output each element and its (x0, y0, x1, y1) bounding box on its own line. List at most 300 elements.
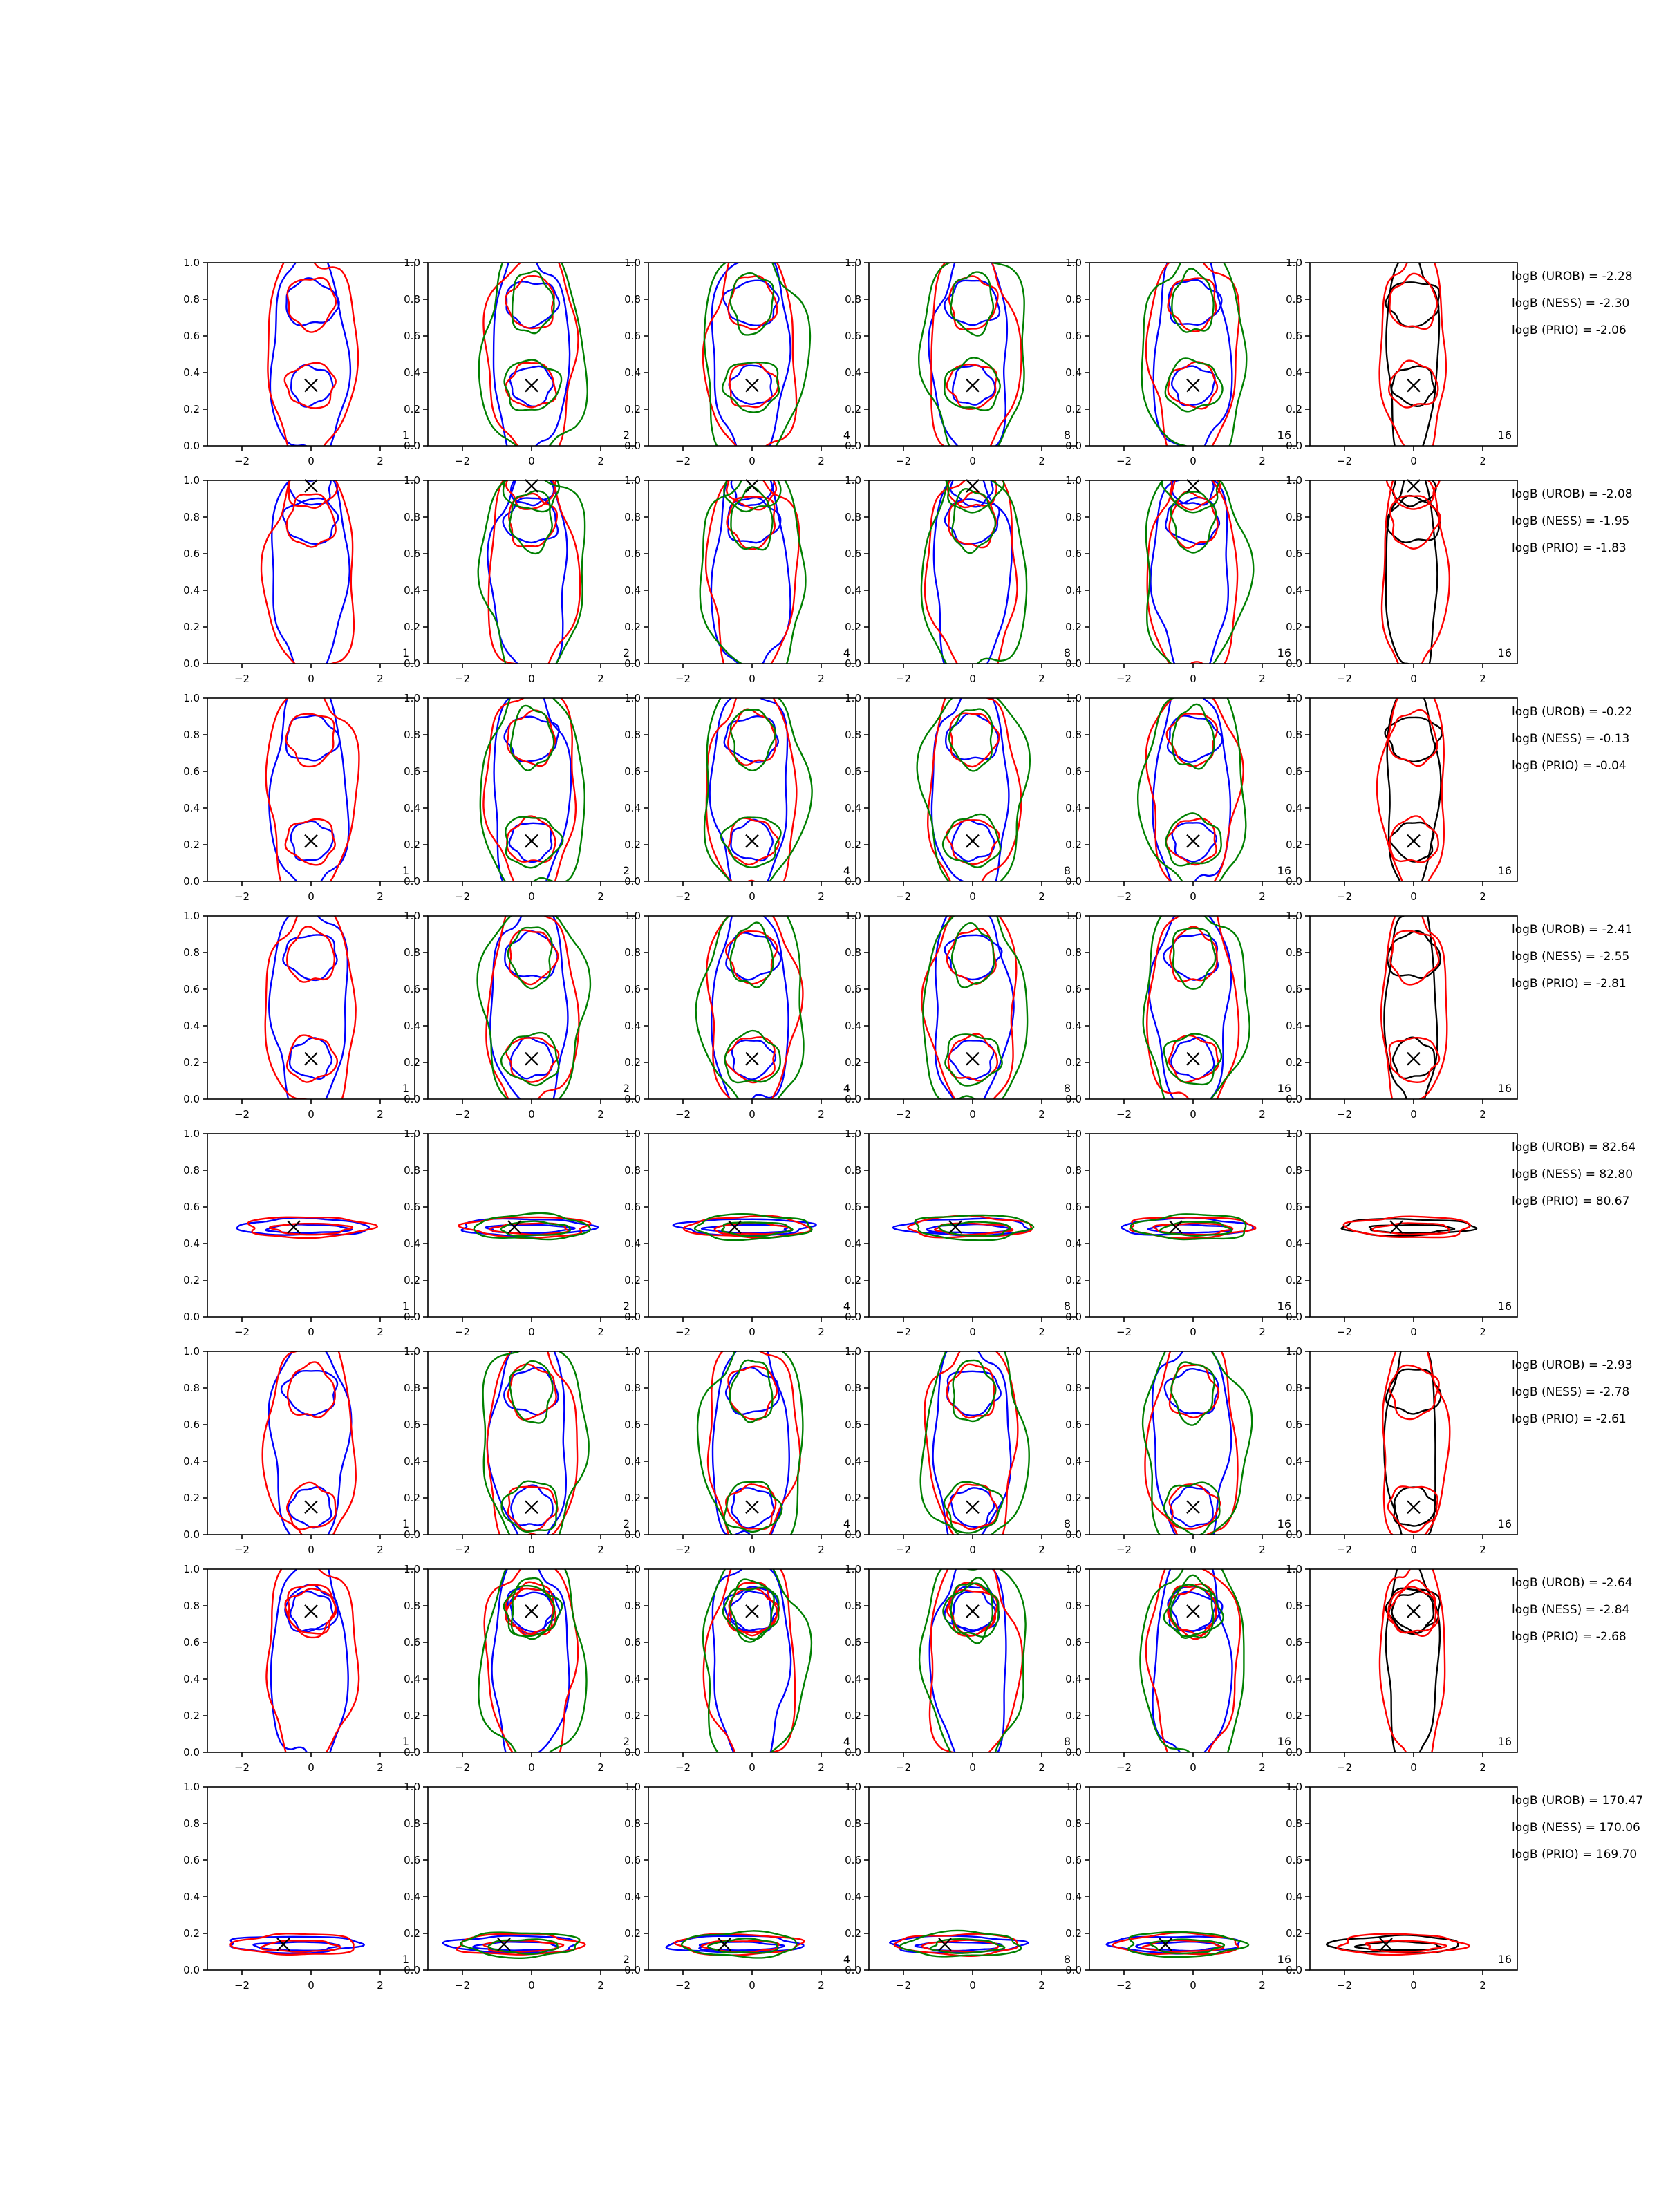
contour-group (1342, 1217, 1477, 1237)
blue-contour (269, 1344, 352, 1552)
panel-label: 16 (1497, 1300, 1512, 1313)
y-tick-label: 0.4 (1065, 1020, 1082, 1032)
y-tick-label: 0.4 (845, 1237, 861, 1250)
x-tick-label: −2 (675, 1326, 691, 1338)
y-tick-label: 1.0 (404, 1781, 420, 1793)
y-tick-label: 0.8 (1065, 511, 1082, 523)
panel-r4-c1 (183, 893, 415, 1121)
y-tick-label: 0.4 (624, 1020, 641, 1032)
contour-group (703, 247, 810, 469)
axes-frame (207, 916, 415, 1099)
y-tick-label: 0.2 (404, 1492, 420, 1504)
y-tick-label: 0.0 (404, 440, 420, 452)
x-tick-label: −2 (1336, 890, 1353, 903)
x-tick-label: 2 (818, 673, 825, 685)
red-contour (729, 818, 779, 864)
logb-annotation: logB (PRIO) = -2.81 (1512, 977, 1627, 991)
green-contour (700, 462, 806, 682)
contour-group (893, 1215, 1033, 1240)
y-tick-label: 0.6 (845, 1201, 861, 1213)
y-tick-label: 0.8 (1065, 1817, 1082, 1830)
x-tick-label: 0 (749, 1979, 756, 1991)
x-tick-label: 2 (1479, 673, 1486, 685)
y-tick-label: 1.0 (183, 1563, 200, 1575)
y-tick-label: 1.0 (1286, 1781, 1302, 1793)
y-tick-label: 1.0 (845, 1345, 861, 1358)
panel-label: 2 (622, 1517, 630, 1530)
x-tick-label: 0 (749, 1108, 756, 1121)
panel-label: 16 (1277, 1300, 1291, 1313)
contour-group (263, 1333, 356, 1553)
x-tick-label: −2 (1116, 1761, 1132, 1774)
panel-label: 4 (843, 1735, 850, 1748)
panel-r6-c1 (183, 1333, 415, 1556)
x-tick-label: 2 (597, 1326, 604, 1338)
y-tick-label: 0.4 (1065, 366, 1082, 379)
green-contour (917, 691, 1030, 899)
y-tick-label: 1.0 (845, 1781, 861, 1793)
y-tick-label: 0.6 (1065, 765, 1082, 778)
y-tick-label: 0.6 (1286, 330, 1302, 342)
x-tick-label: 2 (1479, 1979, 1486, 1991)
contour-group (1146, 455, 1253, 684)
x-tick-label: 2 (1259, 890, 1266, 903)
panel-r4-c4 (845, 890, 1076, 1121)
x-tick-label: −2 (895, 673, 912, 685)
y-tick-label: 0.2 (845, 403, 861, 415)
panel-r8-c5 (1065, 1781, 1297, 1991)
panel-label: 4 (843, 1953, 850, 1966)
x-tick-label: 2 (1479, 1108, 1486, 1121)
y-tick-label: 0.8 (183, 511, 200, 523)
x-marker (1407, 1501, 1420, 1513)
y-tick-label: 1.0 (1065, 474, 1082, 487)
panel-r5-c3 (624, 1127, 856, 1338)
x-marker (966, 480, 979, 492)
x-tick-label: −2 (1336, 1544, 1353, 1556)
y-tick-label: 0.0 (183, 875, 200, 888)
red-contour (1166, 818, 1217, 865)
red-contour (724, 1037, 774, 1082)
panel-r2-c6 (1286, 458, 1517, 685)
contour-group (479, 242, 588, 467)
y-tick-label: 0.6 (183, 1854, 200, 1866)
y-tick-label: 0.4 (624, 1673, 641, 1685)
y-tick-label: 0.0 (624, 1528, 641, 1541)
y-tick-label: 0.2 (1065, 1709, 1082, 1722)
y-tick-label: 0.8 (624, 1817, 641, 1830)
y-tick-label: 1.0 (1286, 474, 1302, 487)
y-tick-label: 0.6 (183, 1636, 200, 1649)
y-tick-label: 0.4 (1286, 584, 1302, 597)
panel-r3-c1 (183, 684, 415, 903)
logb-annotation: logB (UROB) = -0.22 (1512, 705, 1633, 719)
contour-group (1381, 895, 1447, 1117)
contour-group (1143, 1336, 1252, 1553)
logb-annotation: logB (PRIO) = 80.67 (1512, 1194, 1630, 1208)
x-marker (746, 480, 758, 492)
panel-r1-c3 (624, 247, 856, 469)
y-tick-label: 0.2 (624, 1709, 641, 1722)
y-tick-label: 0.8 (404, 1817, 420, 1830)
x-tick-label: −2 (1116, 1326, 1132, 1338)
y-tick-label: 0.2 (845, 1709, 861, 1722)
panel-r5-c1 (183, 1127, 415, 1338)
axes-frame (1310, 916, 1517, 1099)
y-tick-label: 0.4 (845, 1455, 861, 1468)
y-tick-label: 0.4 (624, 366, 641, 379)
x-tick-label: −2 (454, 673, 471, 685)
panel-r5-c5 (1065, 1127, 1297, 1338)
panel-r3-c3 (624, 673, 856, 903)
y-tick-label: 0.0 (1286, 657, 1302, 670)
y-tick-label: 0.6 (845, 547, 861, 560)
logb-annotation: logB (PRIO) = -1.83 (1512, 541, 1627, 555)
blue-contour (928, 247, 1007, 455)
contour-group (1138, 674, 1246, 900)
panel-r2-c2 (404, 459, 635, 685)
y-tick-label: 0.4 (183, 584, 200, 597)
x-marker (966, 1605, 979, 1618)
y-tick-label: 0.6 (624, 983, 641, 995)
x-marker (746, 379, 758, 392)
x-tick-label: 0 (1190, 1979, 1197, 1991)
x-tick-label: 2 (1259, 1979, 1266, 1991)
axes-frame (428, 698, 635, 881)
y-tick-label: 0.0 (845, 1528, 861, 1541)
y-tick-label: 1.0 (183, 1127, 200, 1140)
logb-annotation: logB (UROB) = -2.08 (1512, 487, 1633, 501)
red-contour (703, 247, 796, 456)
contour-group (696, 890, 804, 1118)
y-tick-label: 0.2 (624, 1492, 641, 1504)
x-tick-label: 2 (377, 1108, 384, 1121)
panel-label: 1 (402, 1300, 409, 1313)
y-tick-label: 0.0 (183, 1311, 200, 1323)
y-tick-label: 0.4 (624, 802, 641, 814)
x-tick-label: 2 (597, 1761, 604, 1774)
y-tick-label: 0.0 (404, 657, 420, 670)
contour-group (1121, 1214, 1255, 1239)
panel-r4-c2 (404, 894, 635, 1121)
axes-frame (648, 1569, 856, 1752)
logb-annotation: logB (NESS) = 82.80 (1512, 1168, 1633, 1181)
axes-frame (869, 263, 1076, 446)
x-tick-label: 2 (1038, 1326, 1045, 1338)
logb-annotation: logB (PRIO) = -2.68 (1512, 1630, 1627, 1644)
y-tick-label: 0.8 (183, 1600, 200, 1612)
axes-frame (428, 916, 635, 1099)
y-tick-label: 1.0 (1065, 1781, 1082, 1793)
x-marker (525, 480, 538, 492)
y-tick-label: 0.6 (1065, 1636, 1082, 1649)
y-tick-label: 1.0 (624, 474, 641, 487)
y-tick-label: 0.6 (624, 547, 641, 560)
y-tick-label: 0.4 (404, 584, 420, 597)
x-tick-label: −2 (675, 1979, 691, 1991)
axes-frame (869, 1569, 1076, 1752)
y-tick-label: 0.6 (1286, 547, 1302, 560)
contour-group (266, 1544, 359, 1773)
y-tick-label: 0.6 (1286, 1636, 1302, 1649)
y-tick-label: 0.0 (1065, 1311, 1082, 1323)
x-marker (966, 379, 979, 392)
x-tick-label: 2 (597, 1979, 604, 1991)
y-tick-label: 0.0 (183, 657, 200, 670)
x-tick-label: −2 (234, 673, 250, 685)
panel-r3-c4 (845, 677, 1076, 903)
x-tick-label: 0 (1410, 1326, 1417, 1338)
panel-label: 4 (843, 646, 850, 659)
red-contour (1377, 688, 1444, 901)
y-tick-label: 0.6 (183, 1418, 200, 1431)
x-tick-label: 0 (528, 455, 535, 467)
y-tick-label: 0.8 (404, 1164, 420, 1177)
y-tick-label: 0.0 (1065, 1746, 1082, 1759)
panel-label: 16 (1497, 864, 1512, 877)
y-tick-label: 1.0 (1065, 1563, 1082, 1575)
y-tick-label: 1.0 (624, 1781, 641, 1793)
panel-label: 16 (1277, 1517, 1291, 1530)
logb-annotation: logB (UROB) = 82.64 (1512, 1141, 1636, 1154)
y-tick-label: 0.0 (404, 875, 420, 888)
y-tick-label: 0.0 (1286, 1311, 1302, 1323)
x-tick-label: 0 (528, 1979, 535, 1991)
blue-contour (1165, 1369, 1219, 1414)
y-tick-label: 0.4 (404, 802, 420, 814)
contour-group (1143, 892, 1250, 1118)
x-tick-label: 2 (1259, 1761, 1266, 1774)
y-tick-label: 1.0 (1286, 910, 1302, 922)
panel-label: 4 (843, 1300, 850, 1313)
x-tick-label: 2 (1038, 1544, 1045, 1556)
axes-frame (207, 698, 415, 881)
y-tick-label: 0.6 (624, 1418, 641, 1431)
x-marker (1159, 1938, 1172, 1951)
y-tick-label: 0.8 (1286, 1382, 1302, 1394)
panel-r1-c4 (845, 246, 1076, 467)
x-tick-label: −2 (895, 890, 912, 903)
axes-frame (648, 916, 856, 1099)
y-tick-label: 0.4 (404, 1673, 420, 1685)
y-tick-label: 0.6 (624, 765, 641, 778)
logb-annotation: logB (NESS) = -2.84 (1512, 1603, 1630, 1617)
y-tick-label: 0.8 (1065, 1382, 1082, 1394)
panel-r1-c5 (1065, 241, 1297, 467)
y-tick-label: 0.2 (404, 1056, 420, 1069)
y-tick-label: 0.8 (183, 293, 200, 306)
x-tick-label: 0 (749, 1544, 756, 1556)
y-tick-label: 0.4 (845, 1891, 861, 1903)
y-tick-label: 0.0 (404, 1093, 420, 1105)
y-tick-label: 1.0 (183, 1345, 200, 1358)
red-contour (1389, 1580, 1436, 1636)
y-tick-label: 0.2 (1065, 621, 1082, 633)
y-tick-label: 0.8 (404, 729, 420, 741)
y-tick-label: 1.0 (1065, 910, 1082, 922)
y-tick-label: 0.2 (183, 1274, 200, 1286)
panel-r1-c6 (1286, 247, 1517, 467)
y-tick-label: 1.0 (624, 910, 641, 922)
x-tick-label: 2 (1038, 1108, 1045, 1121)
x-marker (1380, 1938, 1392, 1951)
logb-annotation: logB (NESS) = -1.95 (1512, 514, 1630, 528)
y-tick-label: 1.0 (1286, 1345, 1302, 1358)
y-tick-label: 0.4 (1286, 802, 1302, 814)
panel-label: 4 (843, 429, 850, 442)
x-tick-label: 2 (818, 455, 825, 467)
x-marker (1187, 480, 1199, 492)
y-tick-label: 1.0 (404, 474, 420, 487)
x-tick-label: 0 (308, 455, 315, 467)
panel-r6-c3 (624, 1326, 856, 1556)
y-tick-label: 0.8 (1286, 729, 1302, 741)
x-tick-label: 0 (1410, 673, 1417, 685)
y-tick-label: 0.4 (1286, 1237, 1302, 1250)
axes-frame (207, 1569, 415, 1752)
y-tick-label: 1.0 (404, 1563, 420, 1575)
green-contour (921, 1338, 1029, 1547)
contour-group (1382, 458, 1450, 683)
contour-group (261, 463, 354, 688)
x-tick-label: −2 (1116, 1108, 1132, 1121)
x-tick-label: −2 (675, 673, 691, 685)
axes-frame (869, 916, 1076, 1099)
y-tick-label: 0.4 (183, 1455, 200, 1468)
green-contour (731, 923, 774, 988)
y-tick-label: 0.4 (845, 366, 861, 379)
y-tick-label: 0.2 (1286, 621, 1302, 633)
panel-label: 1 (402, 1953, 409, 1966)
y-tick-label: 0.8 (845, 293, 861, 306)
y-tick-label: 0.6 (845, 330, 861, 342)
x-tick-label: 2 (1479, 455, 1486, 467)
y-tick-label: 0.6 (404, 1418, 420, 1431)
panel-r8-c1 (183, 1781, 415, 1991)
contour-group (1382, 1335, 1450, 1546)
y-tick-label: 0.0 (1065, 440, 1082, 452)
x-tick-label: 2 (1259, 1544, 1266, 1556)
y-tick-label: 0.2 (404, 403, 420, 415)
y-tick-label: 0.0 (624, 1311, 641, 1323)
y-tick-label: 0.0 (1065, 1528, 1082, 1541)
x-tick-label: 2 (377, 1544, 384, 1556)
x-tick-label: 0 (1410, 1979, 1417, 1991)
y-tick-label: 0.2 (183, 1492, 200, 1504)
blue-contour (723, 281, 778, 326)
x-tick-label: −2 (895, 1544, 912, 1556)
y-tick-label: 1.0 (183, 692, 200, 704)
x-marker (525, 835, 538, 847)
x-marker (305, 1605, 317, 1618)
x-marker (1187, 1053, 1199, 1065)
y-tick-label: 0.4 (624, 584, 641, 597)
x-tick-label: 2 (377, 455, 384, 467)
y-tick-label: 0.4 (1065, 584, 1082, 597)
x-marker (1407, 835, 1420, 847)
contour-group (268, 239, 358, 471)
x-tick-label: −2 (234, 1979, 250, 1991)
panel-r4-c3 (624, 890, 856, 1121)
y-tick-label: 0.4 (1286, 1020, 1302, 1032)
x-marker (305, 1501, 317, 1513)
y-tick-label: 1.0 (624, 1563, 641, 1575)
panel-r4-c5 (1065, 892, 1297, 1121)
x-tick-label: 0 (528, 1544, 535, 1556)
panel-label: 8 (1063, 1517, 1071, 1530)
y-tick-label: 0.8 (183, 1817, 200, 1830)
y-tick-label: 1.0 (845, 1127, 861, 1140)
contour-group (921, 1336, 1029, 1554)
logb-annotation: logB (UROB) = -2.41 (1512, 923, 1633, 937)
y-tick-label: 0.0 (183, 1964, 200, 1976)
panel-label: 16 (1277, 1082, 1291, 1095)
x-tick-label: 0 (969, 1979, 976, 1991)
y-tick-label: 0.8 (1286, 293, 1302, 306)
x-tick-label: −2 (895, 1108, 912, 1121)
red-contour (948, 461, 996, 507)
x-tick-label: −2 (234, 1108, 250, 1121)
y-tick-label: 0.6 (183, 547, 200, 560)
panel-label: 16 (1497, 1735, 1512, 1748)
contour-group (237, 1217, 377, 1238)
x-tick-label: 0 (969, 1108, 976, 1121)
x-tick-label: −2 (1116, 673, 1132, 685)
axes-frame (428, 263, 635, 446)
y-tick-label: 1.0 (845, 474, 861, 487)
red-contour (1146, 1558, 1240, 1773)
contour-group (230, 1933, 364, 1955)
x-tick-label: −2 (1116, 1979, 1132, 1991)
blue-contour (934, 465, 1012, 675)
y-tick-label: 0.2 (183, 1927, 200, 1940)
y-tick-label: 0.0 (1286, 1528, 1302, 1541)
y-tick-label: 0.2 (404, 1709, 420, 1722)
panel-label: 8 (1063, 1735, 1071, 1748)
y-tick-label: 0.8 (845, 946, 861, 959)
y-tick-label: 1.0 (624, 692, 641, 704)
y-tick-label: 0.4 (183, 1673, 200, 1685)
x-marker (1187, 835, 1199, 847)
y-tick-label: 0.6 (183, 330, 200, 342)
panel-r2-c3 (624, 458, 856, 685)
x-tick-label: 2 (818, 1108, 825, 1121)
x-tick-label: 2 (818, 890, 825, 903)
contour-group (1380, 247, 1446, 465)
axes-frame (869, 698, 1076, 881)
logb-annotation: logB (NESS) = -0.13 (1512, 732, 1630, 746)
y-tick-label: 0.8 (624, 511, 641, 523)
logb-annotation: logB (PRIO) = -0.04 (1512, 759, 1627, 773)
axes-frame (1089, 916, 1297, 1099)
y-tick-label: 0.0 (1286, 875, 1302, 888)
y-tick-label: 0.8 (1286, 1817, 1302, 1830)
x-marker (746, 1501, 758, 1513)
y-tick-label: 0.8 (845, 1817, 861, 1830)
y-tick-label: 0.8 (1065, 1164, 1082, 1177)
panel-label: 8 (1063, 864, 1071, 877)
x-tick-label: −2 (675, 1761, 691, 1774)
y-tick-label: 0.6 (404, 1854, 420, 1866)
panel-r7-c3 (624, 1553, 856, 1774)
x-marker (1407, 379, 1420, 392)
y-tick-label: 0.4 (624, 1891, 641, 1903)
y-tick-label: 0.4 (1065, 1891, 1082, 1903)
x-tick-label: 0 (969, 455, 976, 467)
green-contour (919, 259, 1024, 466)
y-tick-label: 0.6 (1065, 330, 1082, 342)
panel-r7-c5 (1065, 1546, 1297, 1774)
